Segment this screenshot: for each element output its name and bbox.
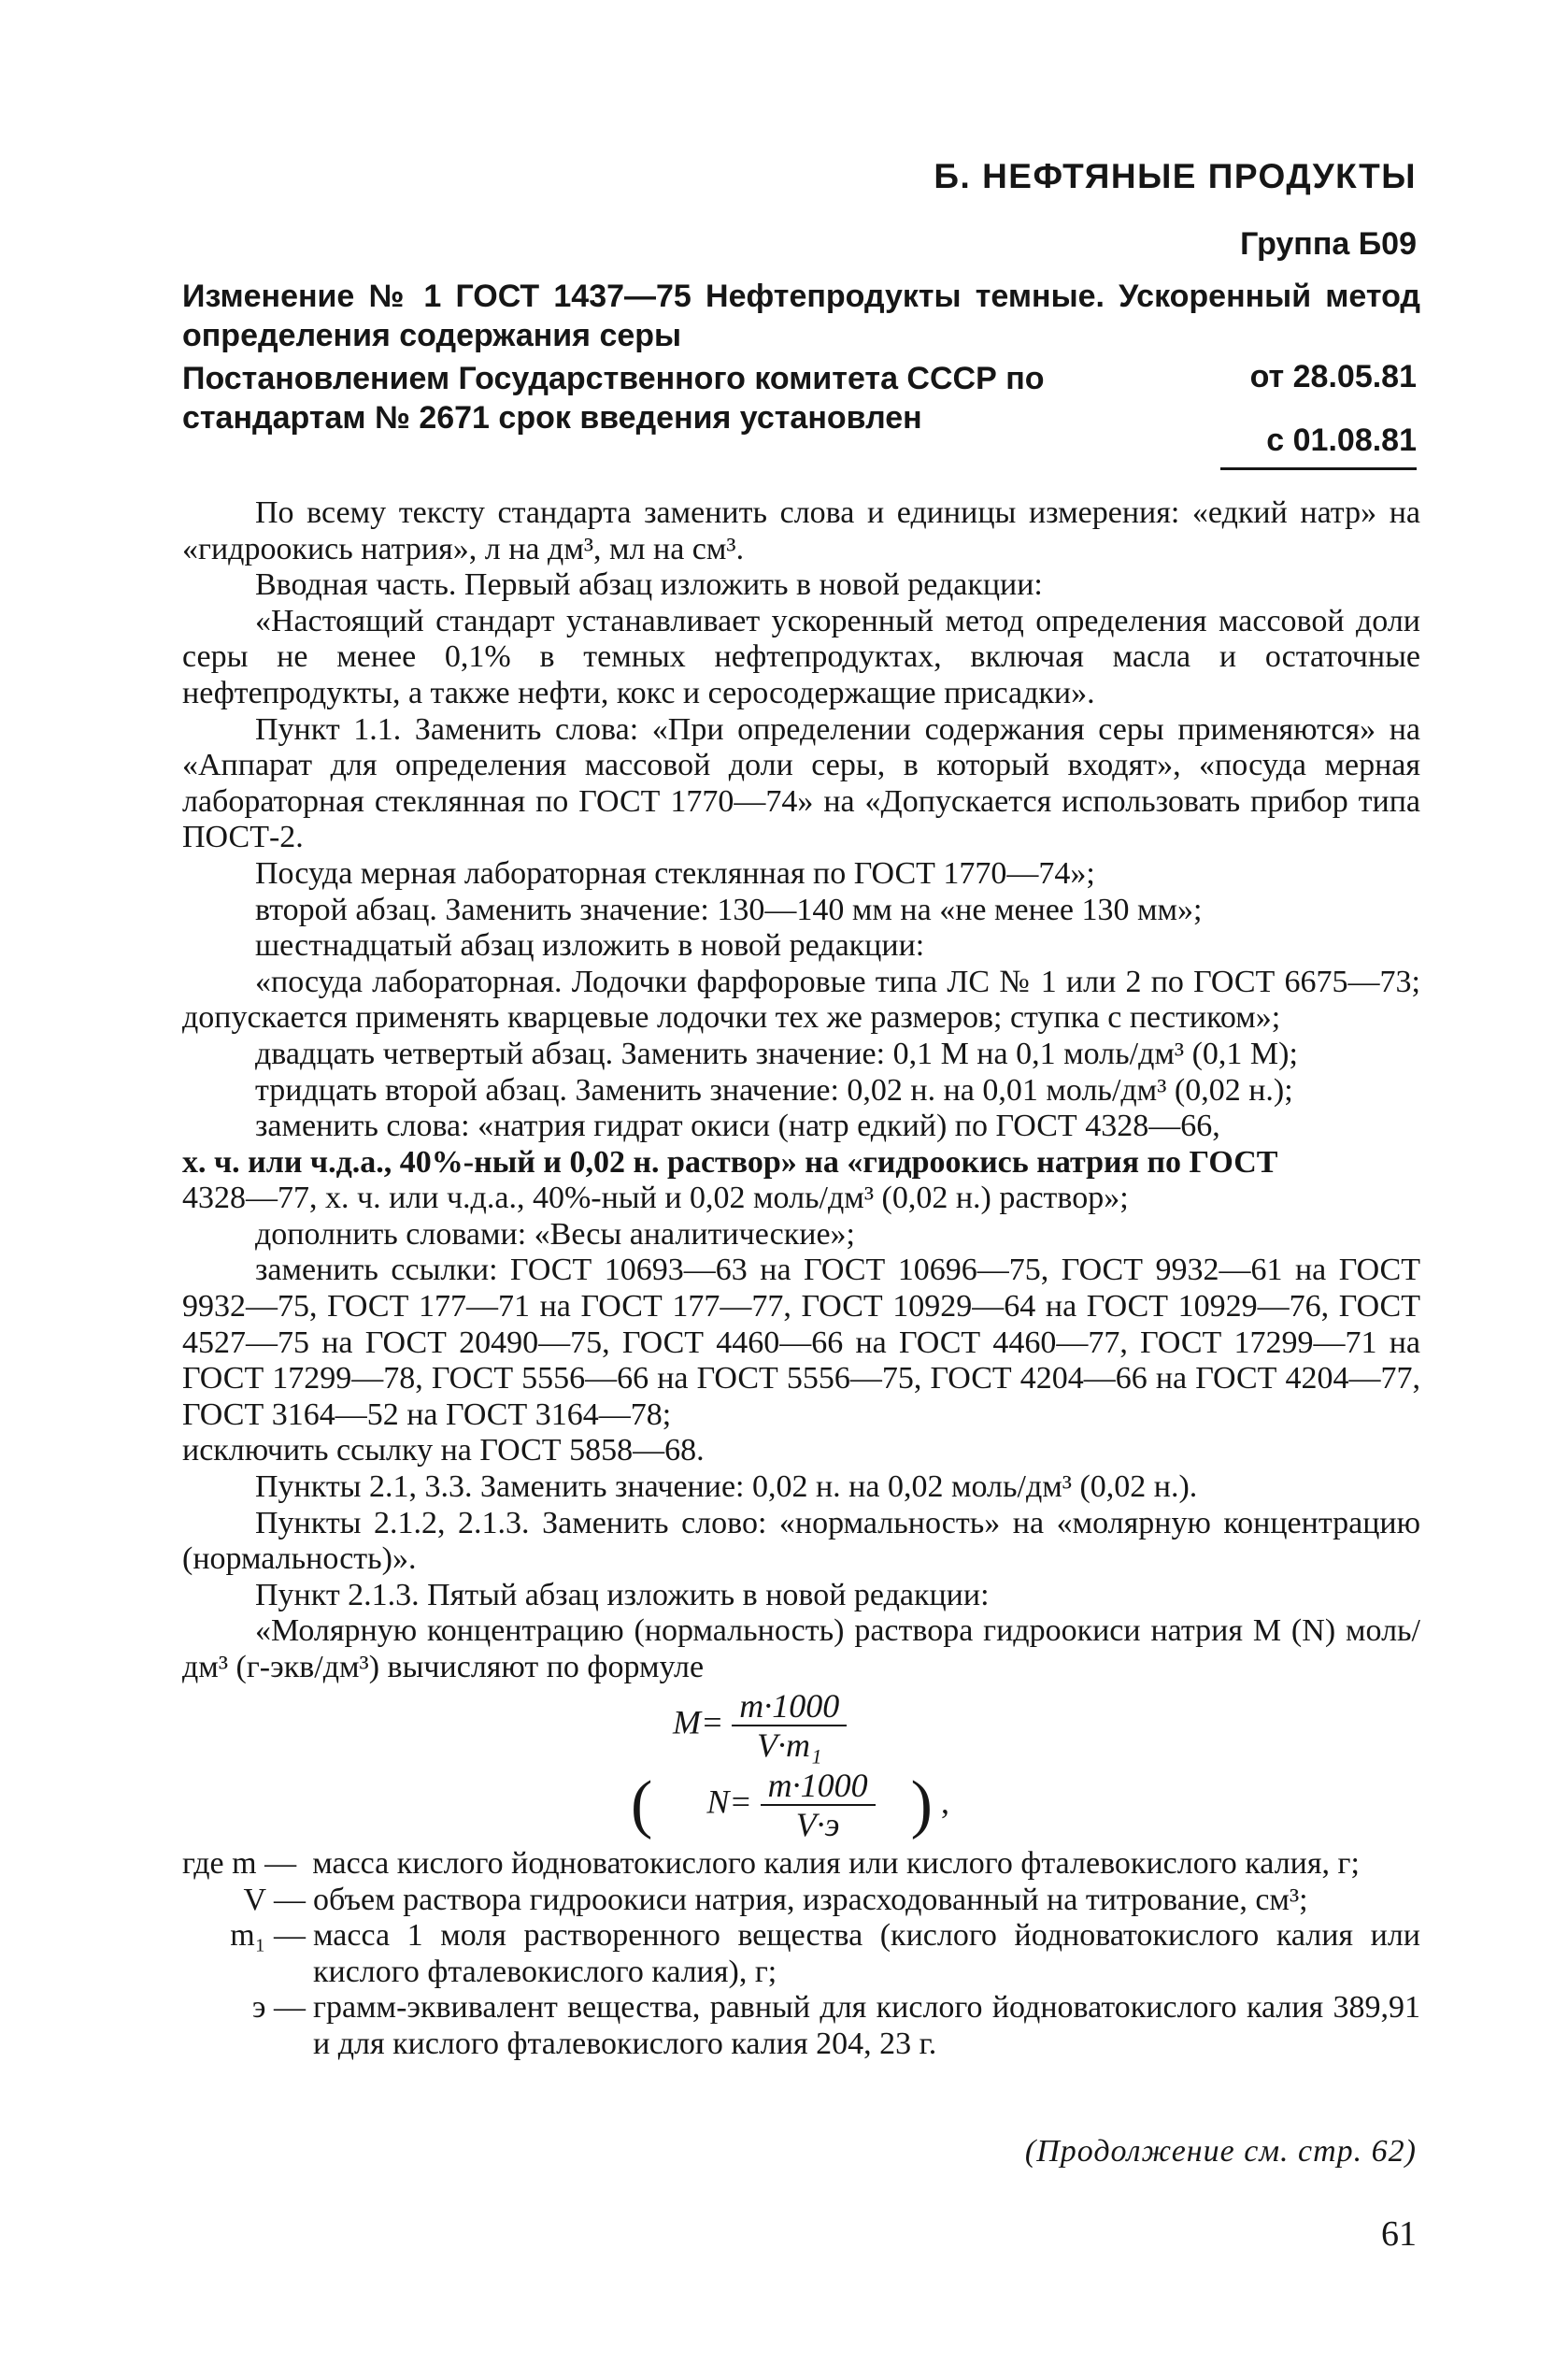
definition-text: грамм-эквивалент вещества, равный для кислого йодноватокислого калия 389,91 и для кислого фталевокислого калия 204, 23 г. [313, 1990, 1420, 2061]
paragraph: «Настоящий стандарт устанавливает ускоренный метод определения массовой доли серы не менее 0,1% в темных нефтепродуктах, включая масла и остаточные нефтепродукты, а также нефти, кокс и серосодержащие присадки». [182, 603, 1420, 710]
resolution-text: Постановлением Государственного комитета СССР по стандартам № 2671 срок введения установлен [182, 361, 1045, 436]
paragraph: заменить ссылки: ГОСТ 10693—63 на ГОСТ 10696—75, ГОСТ 9932—61 на ГОСТ 9932—75, ГОСТ 177—71 на ГОСТ 177—77, ГОСТ 10929—64 на ГОСТ 10929—76, ГОСТ 4527—75 на ГОСТ 20490—75, ГОСТ 4460—66 на ГОСТ 4460—77, ГОСТ 17299—71 на ГОСТ 17299—78, ГОСТ 5556—66 на ГОСТ 5556—75, ГОСТ 4204—66 на ГОСТ 4204—77, ГОСТ 3164—52 на ГОСТ 3164—78; [182, 1253, 1420, 1432]
formula-m-lhs: M= [673, 1703, 724, 1741]
section-title: Б. НЕФТЯНЫЕ ПРОДУКТЫ [934, 157, 1417, 195]
group-label: Группа Б09 [1240, 226, 1417, 262]
formula-n-numerator: m·1000 [761, 1767, 876, 1806]
paragraph: тридцать второй абзац. Заменить значение: 0,02 н. на 0,01 моль/дм³ (0,02 н.); [255, 1072, 1293, 1108]
formula-n-lhs: N= [706, 1783, 752, 1821]
page-number: 61 [1381, 2214, 1417, 2254]
definition-item [182, 1846, 1420, 1883]
definition-symbol: э — [251, 1990, 306, 2026]
formula-n-open-paren: ( [631, 1769, 653, 1840]
definition-symbol: где m — [182, 1846, 297, 1881]
paragraph: дополнить словами: «Весы аналитические»; [255, 1216, 855, 1252]
paragraph: Пункты 2.1.2, 2.1.3. Заменить слово: «нормальность» на «молярную концентрацию (нормальность)». [182, 1505, 1420, 1577]
formula-n-fraction [761, 1767, 876, 1843]
paragraph: «Молярную концентрацию (нормальность) раствора гидроокиси натрия М (N) моль/дм³ (г-экв/дм³) вычисляют по формуле [182, 1613, 1420, 1684]
paragraph: По всему тексту стандарта заменить слова и единицы измерения: «едкий натр» на «гидроокись натрия», л на дм³, мл на см³. [182, 495, 1420, 566]
formula-m-numerator: m·1000 [732, 1687, 847, 1726]
definition-symbol: V — [243, 1882, 306, 1917]
date-since: с 01.08.81 [1266, 422, 1417, 458]
paragraph: двадцать четвертый абзац. Заменить значение: 0,1 М на 0,1 моль/дм³ (0,1 М); [255, 1036, 1298, 1071]
formula-n-denominator: V·э [795, 1806, 840, 1843]
continuation-note: (Продолжение см. стр. 62) [1024, 2134, 1417, 2169]
paragraph: второй абзац. Заменить значение: 130—140 мм на «не менее 130 мм»; [255, 892, 1203, 927]
definition-item [182, 1990, 1420, 2062]
formula-n-close-paren: ) [910, 1769, 933, 1840]
paragraph-line: 4328—77, х. ч. или ч.д.а., 40%-ный и 0,02 моль/дм³ (0,02 н.) раствор»; [182, 1181, 1129, 1216]
paragraph: Пункт 1.1. Заменить слова: «При определении содержания серы применяются» на «Аппарат для определения массовой доли серы, в который входят», «посуда мерная лабораторная стеклянная по ГОСТ 1770—74» на «Допускается использовать прибор типа ПОСТ-2. [182, 711, 1420, 855]
formula-n [631, 1767, 949, 1843]
paragraph-bold-line: х. ч. или ч.д.а., 40%-ный и 0,02 н. раствор» на «гидроокись натрия по ГОСТ [182, 1144, 1278, 1180]
paragraph: исключить ссылку на ГОСТ 5858—68. [182, 1433, 705, 1468]
formula-m-denominator: V·m₁ [757, 1726, 822, 1764]
definition-item [182, 1918, 1420, 1990]
formula-m-fraction [732, 1687, 847, 1764]
paragraph: Пункты 2.1, 3.3. Заменить значение: 0,02 н. на 0,02 моль/дм³ (0,02 н.). [255, 1469, 1198, 1505]
definition-item [182, 1883, 1420, 1919]
paragraph: заменить слова: «натрия гидрат окиси (натр едкий) по ГОСТ 4328—66, [255, 1109, 1220, 1144]
definition-symbol: m₁ — [230, 1918, 306, 1954]
definition-text: масса 1 моля растворенного вещества (кислого йодноватокислого калия или кислого фталевокислого калия), г; [313, 1918, 1420, 1989]
definition-text: объем раствора гидроокиси натрия, израсходованный на титрование, см³; [313, 1882, 1308, 1917]
document-body [182, 495, 1420, 1686]
definitions-list [182, 1846, 1420, 2063]
change-title: Изменение № 1 ГОСТ 1437—75 Нефтепродукты темные. Ускоренный метод определения содержания серы [182, 279, 1420, 353]
formula-comma: , [940, 1783, 949, 1821]
date-from: от 28.05.81 [1249, 359, 1417, 394]
formula-m [673, 1687, 847, 1764]
paragraph: «посуда лабораторная. Лодочки фарфоровые типа ЛС № 1 или 2 по ГОСТ 6675—73; допускается применять кварцевые лодочки тех же размеров; ступка с пестиком»; [182, 964, 1420, 1036]
paragraph: шестнадцатый абзац изложить в новой редакции: [255, 928, 925, 964]
paragraph: Пункт 2.1.3. Пятый абзац изложить в новой редакции: [255, 1577, 990, 1612]
definition-text: масса кислого йодноватокислого калия или кислого фталевокислого калия, г; [312, 1846, 1360, 1881]
paragraph: Вводная часть. Первый абзац изложить в новой редакции: [255, 567, 1043, 603]
paragraph: Посуда мерная лабораторная стеклянная по ГОСТ 1770—74»; [255, 855, 1095, 891]
date-underline [1220, 467, 1417, 470]
